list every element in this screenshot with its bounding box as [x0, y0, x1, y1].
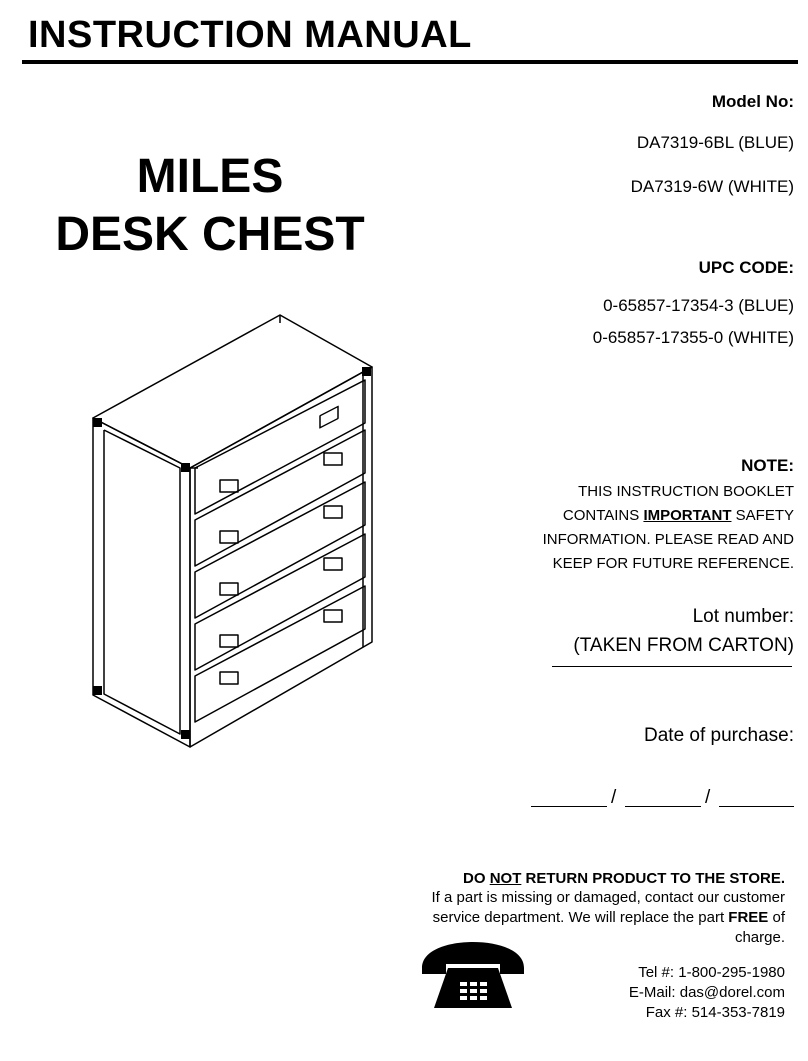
fax: Fax #: 514-353-7819: [645, 1004, 785, 1021]
upc-label: UPC CODE:: [698, 258, 794, 277]
drawer-3: [195, 482, 365, 618]
lot-number-label: Lot number:: [692, 606, 794, 627]
notice-line: service department. We will replace the part FREE of: [432, 909, 785, 926]
note-line: [494, 504, 794, 528]
lot-number-hint: (TAKEN FROM CARTON): [573, 635, 794, 656]
telephone[interactable]: Tel #: 1-800-295-1980: [638, 964, 785, 981]
product-title-line1: MILES: [136, 150, 284, 203]
date-separator: /: [705, 787, 711, 808]
telephone-icon: [418, 938, 528, 1014]
upc-white: 0-65857-17355-0 (WHITE): [592, 328, 794, 347]
desk-chest-illustration: [80, 310, 380, 750]
note-text: SAFETY: [731, 507, 794, 524]
purchase-date-label: Date of purchase:: [644, 725, 794, 746]
model-label: Model No:: [711, 92, 794, 111]
chest-side-panel: [93, 418, 190, 747]
note-line: INFORMATION. PLEASE READ AND: [542, 531, 794, 548]
drawer-handles: [220, 407, 342, 684]
purchase-date-blank-day[interactable]: [625, 806, 701, 807]
drawer-5: [195, 586, 365, 722]
model-number-blue: DA7319-6BL (BLUE): [636, 133, 794, 152]
drawer-1: [195, 380, 365, 514]
purchase-date-blank-year[interactable]: [719, 806, 794, 807]
contact-info: [629, 963, 785, 1023]
upc-blue: 0-65857-17354-3 (BLUE): [603, 296, 794, 315]
free-emphasis: FREE: [728, 909, 769, 926]
product-title: [30, 148, 390, 264]
note-important: IMPORTANT: [643, 507, 732, 524]
notice-line: If a part is missing or damaged, contact our customer: [431, 889, 785, 906]
drawer-4: [195, 534, 365, 670]
not-emphasis: NOT: [489, 870, 522, 887]
notice-line: charge.: [734, 929, 785, 946]
note-line: KEEP FOR FUTURE REFERENCE.: [552, 555, 794, 572]
date-separator: /: [611, 787, 617, 808]
note-label: NOTE:: [741, 456, 794, 475]
purchase-date-blank-month[interactable]: [531, 806, 607, 807]
manual-title: INSTRUCTION MANUAL: [28, 14, 472, 56]
title-divider: [22, 60, 798, 64]
do-not-return-heading: DO NOT RETURN PRODUCT TO THE STORE.: [463, 870, 785, 887]
email[interactable]: E-Mail: das@dorel.com: [628, 984, 785, 1001]
note-line: THIS INSTRUCTION BOOKLET: [578, 483, 794, 500]
note-text: CONTAINS: [562, 507, 644, 524]
product-title-line2: DESK CHEST: [55, 208, 365, 261]
lot-number-blank[interactable]: [552, 666, 792, 667]
model-number-white: DA7319-6W (WHITE): [630, 177, 794, 196]
note-body: [494, 480, 794, 576]
